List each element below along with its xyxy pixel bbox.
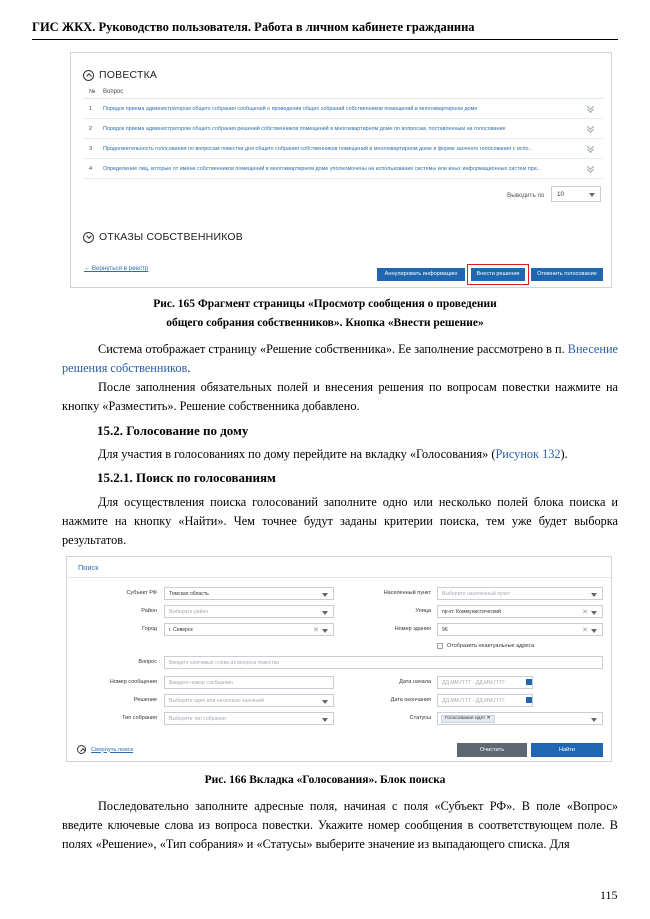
figure-caption-165-line1: Рис. 165 Фрагмент страницы «Просмотр сообщения о проведении <box>153 298 497 310</box>
enter-decision-button[interactable]: Внести решение <box>471 268 525 281</box>
expand-icon[interactable] <box>587 124 595 134</box>
chevron-down-icon <box>322 700 328 704</box>
paragraph-system-displays <box>62 340 618 378</box>
chevron-down-icon <box>591 593 597 597</box>
expand-icon[interactable] <box>587 144 595 154</box>
question-label: Вопрос <box>138 659 157 665</box>
district-label: Район <box>141 608 157 614</box>
highlight-frame <box>467 264 529 285</box>
inactive-addresses-checkbox[interactable] <box>437 643 443 649</box>
paragraph-search-intro: Для осуществления поиска голосований заполните одно или несколько полей блока поиска и нажмите на кнопку «Найти». Чем точнее будут заданы критерии поиска, тем уже будет выборка результатов. <box>62 495 618 547</box>
chevron-down-icon <box>591 718 597 722</box>
start-date-placeholder: ДД.ММ.ГГГГ - ДД.ММ.ГГГГ <box>442 680 506 686</box>
chevron-down-icon <box>322 593 328 597</box>
expand-icon[interactable] <box>587 104 595 114</box>
district-select[interactable] <box>164 605 334 618</box>
chevron-down-icon <box>591 629 597 633</box>
agenda-row[interactable] <box>83 139 603 159</box>
row-question-link[interactable]: Продолжительность голосования по вопросам повестки дня общего собрания собственников помещений в многоквартирном доме в форме заочного голосования с испо... <box>103 146 533 152</box>
row-number: 4 <box>89 166 92 172</box>
house-select[interactable] <box>437 623 603 636</box>
end-date-placeholder: ДД.ММ.ГГГГ - ДД.ММ.ГГГГ <box>442 698 506 704</box>
decision-label: Решение <box>133 697 157 703</box>
collapse-icon <box>77 745 86 754</box>
clear-icon[interactable]: ✕ <box>313 627 319 634</box>
settlement-label: Населенный пункт <box>383 590 431 596</box>
meeting-type-select[interactable] <box>164 712 334 725</box>
city-value: г. Северск <box>169 627 193 633</box>
question-placeholder: Введите ключевые слова из вопроса повестки <box>169 660 279 666</box>
chevron-down-icon <box>589 193 595 197</box>
perpage-label: Выводить по <box>507 192 545 199</box>
row-question-link[interactable]: Порядок приема администратором общего собрания решений собственников помещений в многоквартирном доме по вопросам, поставленным на голосование <box>103 126 506 132</box>
chevron-down-icon <box>322 718 328 722</box>
search-title: Поиск <box>78 563 99 572</box>
agenda-row[interactable] <box>83 159 603 179</box>
col-question: Вопрос <box>103 89 124 95</box>
agenda-row[interactable] <box>83 99 603 119</box>
status-tag-label: Голосование идет <box>445 716 486 721</box>
perpage-select[interactable] <box>551 186 601 202</box>
chevron-down-icon <box>322 611 328 615</box>
paragraph-text: Система отображает страницу «Решение собственника». Ее заполнение рассмотрено в п. <box>98 342 568 356</box>
message-number-input[interactable] <box>164 676 334 689</box>
subject-value: Томская область <box>169 591 209 597</box>
collapse-search-link[interactable] <box>77 745 133 754</box>
paragraph-voting-tab <box>62 445 618 464</box>
meeting-type-label: Тип собрания <box>122 715 157 721</box>
street-select[interactable] <box>437 605 603 618</box>
start-date-input[interactable] <box>437 676 533 689</box>
find-button[interactable]: Найти <box>531 743 603 757</box>
paragraph-after-filling: После заполнения обязательных полей и внесения решения по вопросам повестки нажмите на кнопку «Разместить». Решение собственника добавлено. <box>62 380 618 413</box>
question-input[interactable] <box>164 656 603 669</box>
collapse-label: Свернуть поиск <box>91 746 134 753</box>
chevron-down-icon <box>591 611 597 615</box>
message-number-label: Номер сообщения <box>109 679 157 685</box>
paragraph-end: . <box>187 361 191 375</box>
heading-15-2-1: 15.2.1. Поиск по голосованиям <box>97 470 276 485</box>
city-label: Город <box>142 626 157 632</box>
settlement-select[interactable] <box>437 587 603 600</box>
clear-icon[interactable]: ✕ <box>582 609 588 616</box>
row-number: 2 <box>89 126 92 132</box>
col-num: № <box>89 89 96 95</box>
collapse-icon <box>83 70 94 81</box>
agenda-section-header[interactable] <box>83 69 157 81</box>
document-header: ГИС ЖКХ. Руководство пользователя. Работа в личном кабинете гражданина <box>32 20 618 40</box>
inactive-addresses-label: Отобразить неактуальные адреса <box>447 643 535 649</box>
figure-132-link[interactable]: Рисунок 132 <box>495 447 561 461</box>
statuses-label: Статусы <box>409 715 431 721</box>
street-label: Улица <box>415 608 431 614</box>
clear-button[interactable]: Очистить <box>457 743 527 757</box>
meeting-type-placeholder: Выберите тип собрания <box>169 716 226 722</box>
agenda-title: ПОВЕСТКА <box>99 69 158 81</box>
perpage-value: 10 <box>557 191 565 198</box>
cancel-voting-button[interactable]: Отменить голосование <box>531 268 603 281</box>
owner-decisions-link[interactable]: Внесение решения собственников <box>62 342 618 375</box>
row-number: 1 <box>89 106 92 112</box>
subject-select[interactable] <box>164 587 334 600</box>
message-number-placeholder: Введите номер сообщения <box>169 680 233 686</box>
figure-caption-166: Рис. 166 Вкладка «Голосования». Блок поиска <box>204 774 446 786</box>
end-date-input[interactable] <box>437 694 533 707</box>
refusals-section-header[interactable] <box>83 231 243 243</box>
house-label: Номер здания <box>394 626 431 632</box>
city-select[interactable] <box>164 623 334 636</box>
status-tag[interactable]: Голосование идет ✕ <box>441 715 495 723</box>
district-placeholder: Выберите район <box>169 609 209 615</box>
house-value: 96 <box>442 627 448 633</box>
voting-search-screenshot <box>66 556 612 762</box>
decision-select[interactable] <box>164 694 334 707</box>
agenda-table-header <box>83 87 603 99</box>
agenda-row[interactable] <box>83 119 603 139</box>
meeting-view-screenshot <box>70 52 612 288</box>
street-value: пр-кт. Коммунистический <box>442 609 501 615</box>
row-question-link[interactable]: Порядок приема администратором общего собрания сообщений о проведении общих собраний собственников помещений в многоквартирном доме <box>103 106 478 112</box>
back-to-registry-link[interactable]: ← Вернуться в реестр <box>84 265 149 272</box>
expand-icon[interactable] <box>587 164 595 174</box>
paragraph-text: Для участия в голосованиях по дому перейдите на вкладку «Голосования» ( <box>98 447 496 461</box>
settlement-placeholder: Выберите населенный пункт <box>442 591 510 597</box>
paragraph-end: ). <box>560 447 568 461</box>
refusals-title: ОТКАЗЫ СОБСТВЕННИКОВ <box>99 231 243 243</box>
subject-label: Субъект РФ <box>126 590 157 596</box>
calendar-icon[interactable] <box>526 679 532 685</box>
row-question-link[interactable]: Определение лиц, которые от имени собственников помещений в многоквартирном доме уполномочены на использование системы или иных информационных систем при... <box>103 166 542 172</box>
paragraph-fill-fields: Последовательно заполните адресные поля, начиная с поля «Субъект РФ». В поле «Вопрос» введите ключевые слова из вопроса повестки. Укажите номер сообщения в соответствующем поле. В полях «Решение», «Тип собрания» и «Статусы» выберите значение из выпадающего списка. Для <box>62 799 618 851</box>
statuses-select[interactable] <box>437 712 603 725</box>
page-number: 115 <box>600 888 618 902</box>
clear-icon[interactable]: ✕ <box>582 627 588 634</box>
divider <box>67 577 612 578</box>
annul-info-button[interactable]: Аннулировать информацию <box>377 268 465 281</box>
chevron-down-icon <box>322 629 328 633</box>
start-date-label: Дата начала <box>399 679 431 685</box>
heading-15-2: 15.2. Голосование по дому <box>97 423 249 438</box>
calendar-icon[interactable] <box>526 697 532 703</box>
row-number: 3 <box>89 146 92 152</box>
figure-caption-165-line2: общего собрания собственников». Кнопка «Внести решение» <box>166 317 484 329</box>
decision-placeholder: Выберите одно или несколько значений <box>169 698 265 704</box>
expand-icon <box>83 232 94 243</box>
end-date-label: Дата окончания <box>390 697 431 703</box>
